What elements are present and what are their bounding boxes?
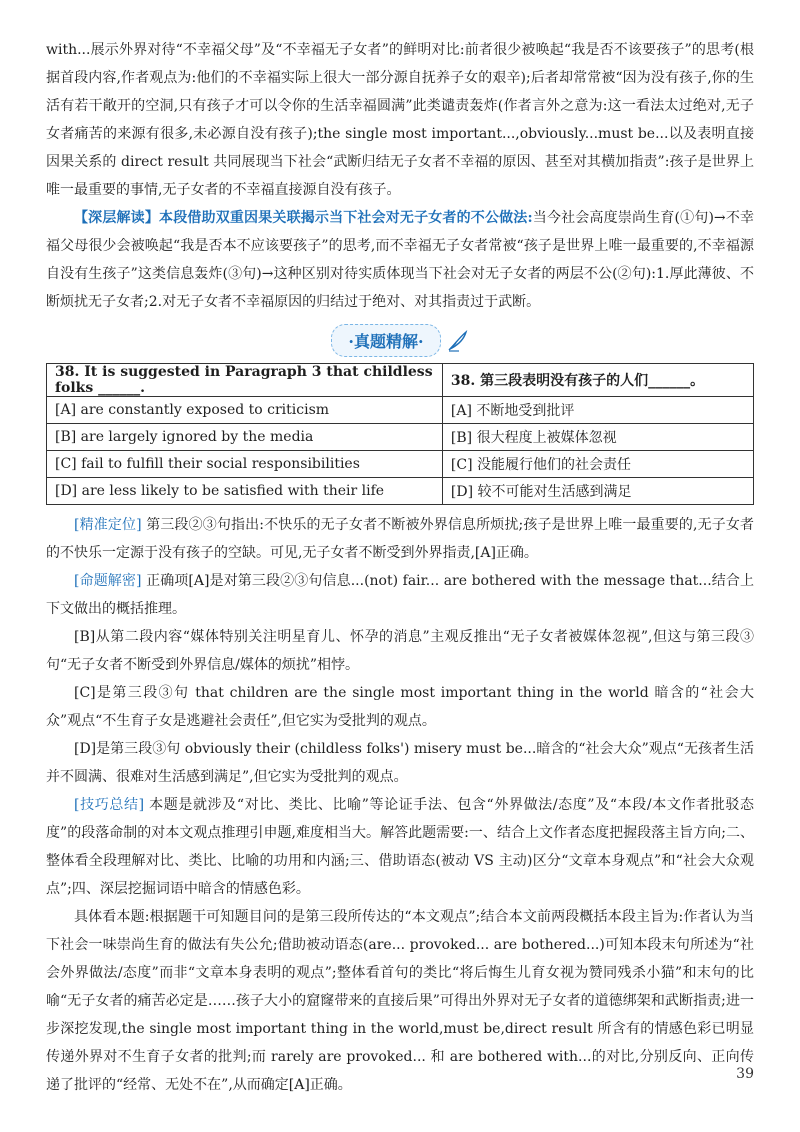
option-c-analysis: [C]是第三段③句 that children are the single most important thing in the world 暗含的“社会大众”观点“不生育子女是逃避社会责任”,但它实为受批判的观点。 (46, 685, 754, 729)
decode-label: [命题解密] (74, 573, 142, 589)
option-row (47, 424, 754, 451)
concrete-analysis-paragraph: 具体看本题:根据题干可知题目问的是第三段所传达的“本文观点”;结合本文前两段概括本段主旨为:作者认为当下社会一味崇尚生育的做法有失公允;借助被动语态(are... provoked... are bothered...)可知本段末句所述为“社会外界做法/态度”而非“文章本身表明的观点”;整体看首句的类比“将后悔生儿育女视为赞同残杀小猫”和末句的比喻“无子女者的痛苦必定是……孩子大小的窟窿带来的直接后果”可得出外界对无子女者的道德绑架和武断指责;进一步深挖发现,the single most important thing in the world,must be,direct result 所含有的情感色彩已明显传递外界对不生育子女者的批判;而 rarely are provoked... 和 are bothered with...的对比,分别反向、正向传递了批评的“经常、无处不在”,从而确定[A]正确。 (46, 909, 754, 1093)
option-d-cn: [D] 较不可能对生活感到满足 (442, 478, 753, 505)
option-row (47, 397, 754, 424)
option-row (47, 451, 754, 478)
intro-paragraph: with...展示外界对待“不幸福父母”及“不幸福无子女者”的鲜明对比:前者很少被唤起“我是否不该要孩子”的思考(根据首段内容,作者观点为:他们的不幸福实际上很大一部分源自抚养子女的艰辛);后者却常常被“因为没有孩子,你的生活有若干敞开的空洞,只有孩子才可以令你的生活幸福圆满”此类谴责轰炸(作者言外之意为:这一看法太过绝对,无子女者痛苦的来源有很多,未必源自没有孩子);the single most important...,obviously...must be...以及表明直接因果关系的 direct result 共同展现当下社会“武断归结无子女者不幸福的原因、甚至对其横加指责”:孩子是世界上唯一最重要的事情,无子女者的不幸福直接源自没有孩子。 (46, 42, 754, 198)
tips-text: 本题是就涉及“对比、类比、比喻”等论证手法、包含“外界做法/态度”及“本段/本文作者批驳态度”的段落命制的对本文观点推理引申题,难度相当大。解答此题需要:一、结合上文作者态度把握段落主旨方向;二、整体看全段理解对比、类比、比喻的功用和内涵;三、借助语态(被动 VS 主动)区分“文章本身观点”和“社会大众观点”;四、深层挖掘词语中暗含的情感色彩。 (46, 797, 754, 897)
page-number: 39 (736, 1066, 754, 1082)
deep-reading-text: 当今社会高度崇尚生育(①句)→不幸福父母很少会被唤起“我是否本不应该要孩子”的思考,而不幸福无子女者常被“孩子是世界上唯一最重要的,不幸福源自没有生孩子”这类信息轰炸(③句)→这种区别对待实质体现当下社会对无子女者的两层不公(②句):1.厚此薄彼、不断烦扰无子女者;2.对无子女者不幸福原因的归结过于绝对、对其指责过于武断。 (46, 210, 755, 310)
tips-paragraph (46, 791, 754, 903)
question-stem-cn: 38. 第三段表明没有孩子的人们______。 (442, 364, 753, 397)
locate-text: 第三段②③句指出:不快乐的无子女者不断被外界信息所烦扰;孩子是世界上唯一最重要的,无子女者的不快乐一定源于没有孩子的空缺。可见,无子女者不断受到外界指责,[A]正确。 (46, 517, 754, 561)
decode-paragraph (46, 567, 754, 623)
deep-reading-lead: 本段借助双重因果关联揭示当下社会对无子女者的不公做法: (159, 210, 533, 226)
section-title-text: ·真题精解· (348, 332, 424, 351)
page-content (46, 36, 754, 1099)
option-d-en: [D] are less likely to be satisfied with their life (47, 478, 443, 505)
option-b-analysis: [B]从第二段内容“媒体特别关注明星育儿、怀孕的消息”主观反推出“无子女者被媒体忽视”,但这与第三段③句“无子女者不断受到外界信息/媒体的烦扰”相悖。 (46, 629, 754, 673)
option-b-cn: [B] 很大程度上被媒体忽视 (442, 424, 753, 451)
option-a-en: [A] are constantly exposed to criticism (47, 397, 443, 424)
option-a-cn: [A] 不断地受到批评 (442, 397, 753, 424)
option-b-en: [B] are largely ignored by the media (47, 424, 443, 451)
section-title (331, 324, 440, 357)
option-c-en: [C] fail to fulfill their social responsibilities (47, 451, 443, 478)
deep-reading-paragraph (46, 204, 754, 316)
tips-label: [技巧总结] (74, 797, 145, 813)
question-stem-en: 38. It is suggested in Paragraph 3 that childless folks ______. (47, 364, 443, 397)
section-title-row (46, 324, 754, 357)
decode-text: 正确项[A]是对第三段②③句信息...(not) fair... are bothered with the message that...结合上下文做出的概括推理。 (46, 573, 754, 617)
locate-label: [精准定位] (74, 517, 142, 533)
question-table (46, 363, 754, 505)
option-d-analysis: [D]是第三段③句 obviously their (childless folks') misery must be...暗含的“社会大众”观点“无孩者生活并不圆满、很难对生活感到满足”,但它实为受批判的观点。 (46, 741, 754, 785)
deep-reading-label: 【深层解读】 (74, 210, 160, 226)
option-c-cn: [C] 没能履行他们的社会责任 (442, 451, 753, 478)
quill-pen-icon (447, 330, 469, 356)
question-stem-row (47, 364, 754, 397)
option-row (47, 478, 754, 505)
locate-paragraph (46, 511, 754, 567)
